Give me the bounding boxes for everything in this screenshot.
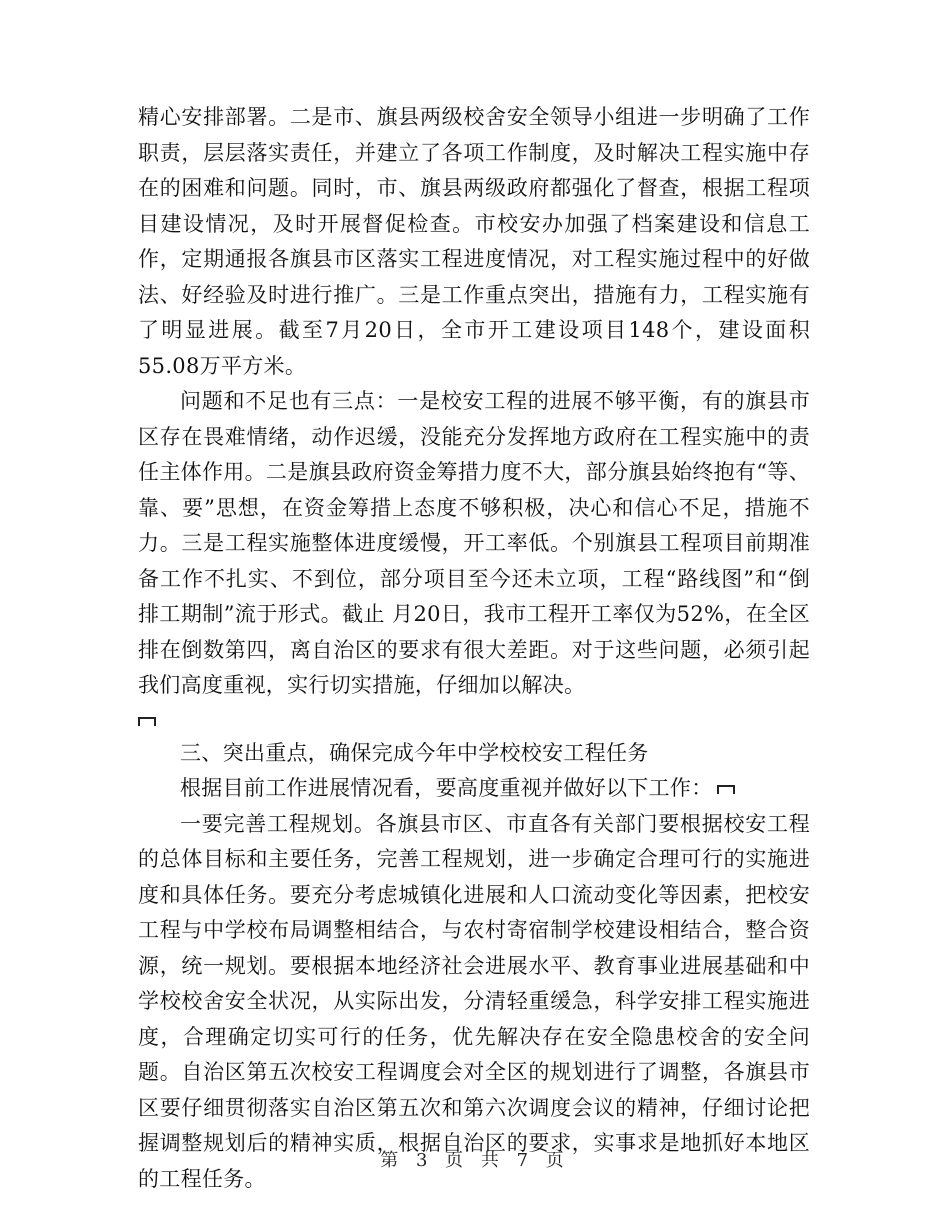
paragraph-mark-row <box>138 704 810 736</box>
paragraph-intro-text: 根据目前工作进展情况看，要高度重视并做好以下工作： <box>180 776 713 800</box>
paragraph-mark-icon <box>138 717 156 726</box>
paragraph-problems: 问题和不足也有三点：一是校安工程的进展不够平衡，有的旗县市区存在畏难情绪，动作迟缓，没能充分发挥地方政府在工程实施中的责任主体作用。二是旗县政府资金筹措力度不大，部分旗县始终抱有“等、靠、要”思想，在资金筹措上态度不够积极，决心和信心不足，措施不力。三是工程实施整体进度缓慢，开工率低。个别旗县工程项目前期准备工作不扎实、不到位，部分项目至今还未立项，工程“路线图”和“倒排工期制”流于形式。截止 月20日，我市工程开工率仅为52%，在全区排在倒数第四，离自治区的要求有很大差距。对于这些问题，必须引起我们高度重视，实行切实措施，仔细加以解决。 <box>138 389 810 697</box>
paragraph-planning: 一要完善工程规划。各旗县市区、市直各有关部门要根据校安工程的总体目标和主要任务，完善工程规划，进一步确定合理可行的实施进度和具体任务。要充分考虑城镇化进展和人口流动变化等因素，把校安工程与中学校布局调整相结合，与农村寄宿制学校建设相结合，整合资源，统一规划。要根据本地经济社会进展水平、教育事业进展基础和中学校校舍安全状况，从实际出发，分清轻重缓急，科学安排工程实施进度，合理确定切实可行的任务，优先解决存在安全隐患校舍的安全问题。自治区第五次校安工程调度会对全区的规划进行了调整，各旗县市区要仔细贯彻落实自治区第五次和第六次调度会议的精神，仔细讨论把握调整规划后的精神实质，根据自治区的要求，实事求是地抓好本地区的工程任务。 <box>138 811 810 1191</box>
paragraph-mark-icon <box>717 785 735 794</box>
section-heading: 三、突出重点，确保完成今年中学校校安工程任务 <box>180 740 649 765</box>
paragraph-continued: 精心安排部署。二是市、旗县两级校舍安全领导小组进一步明确了工作职责，层层落实责任，并建立了各项工作制度，及时解决工程实施中存在的困难和问题。同时，市、旗县两级政府都强化了督查，根据工程项目建设情况，及时开展督促检查。市校安办加强了档案建设和信息工作，定期通报各旗县市区落实工程进度情况，对工程实施过程中的好做法、好经验及时进行推广。三是工作重点突出，措施有力，工程实施有了明显进展。截至7月20日，全市开工建设项目148个，建设面积55.08万平方米。 <box>138 105 810 378</box>
paragraph-intro <box>138 771 810 807</box>
document-body <box>138 100 810 1197</box>
page-number-footer: 第 3 页 共 7 页 <box>380 1150 570 1171</box>
